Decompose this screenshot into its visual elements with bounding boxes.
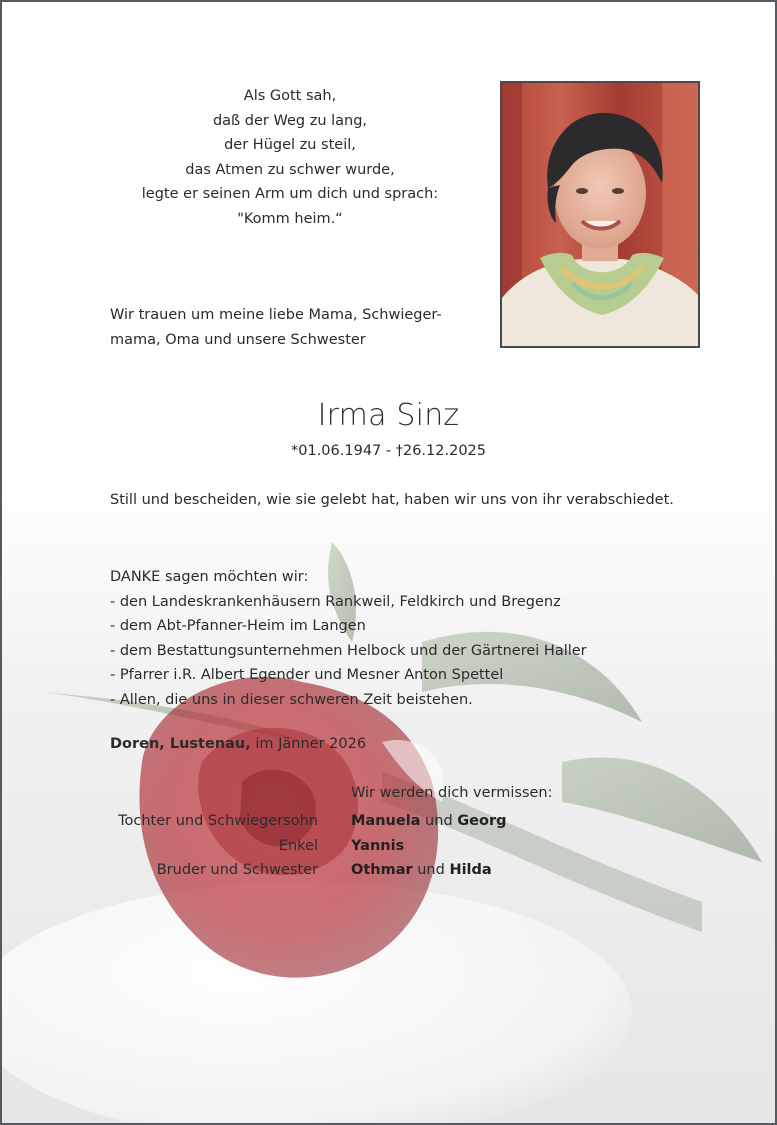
life-dates: *01.06.1947 - †26.12.2025 <box>291 443 486 459</box>
mourners-header: Wir werden dich vermissen: <box>351 785 553 801</box>
thanks-item: - den Landeskrankenhäusern Rankweil, Feldkirch und Bregenz <box>110 593 561 610</box>
intro-text <box>110 303 480 352</box>
mourner-name: Othmar <box>351 862 413 879</box>
mourner-row <box>351 858 651 883</box>
poem-line: Als Gott sah, <box>243 88 337 104</box>
mourner-name: Manuela <box>351 813 421 829</box>
intro-line: mama, Oma und unsere Schwester <box>110 331 366 348</box>
thanks-item: - dem Abt-Pfanner-Heim im Langen <box>110 618 366 635</box>
thanks-heading: DANKE sagen möchten wir: <box>110 569 309 585</box>
mourner-relation: Bruder und Schwester <box>156 862 318 879</box>
mourner-relation: Enkel <box>278 837 318 854</box>
poem-line: daß der Weg zu lang, <box>212 112 368 129</box>
poem <box>110 84 470 232</box>
thanks-item: - Allen, die uns in dieser schweren Zeit beistehen. <box>110 691 473 708</box>
poem-line: "Komm heim.“ <box>237 210 343 227</box>
portrait-photo-icon <box>502 83 698 346</box>
thanks-section <box>110 565 710 713</box>
intro-line: Wir trauen um meine liebe Mama, Schwieger- <box>110 307 442 323</box>
place-date-line <box>110 736 366 752</box>
mourner-relation: Tochter und Schwiegersohn <box>118 813 318 829</box>
thanks-item: - dem Bestattungsunternehmen Helbock und der Gärtnerei Haller <box>110 642 587 659</box>
mourner-names <box>351 809 651 883</box>
mourner-name: Yannis <box>351 837 405 854</box>
thanks-item: - Pfarrer i.R. Albert Egender und Mesner Anton Spettel <box>110 667 504 684</box>
place-date: im Jänner 2026 <box>250 736 367 752</box>
deceased-name: Irma Sinz <box>317 398 460 433</box>
mourner-name: Georg <box>457 813 507 829</box>
mourner-name: Hilda <box>449 862 492 879</box>
mourner-row <box>351 834 651 859</box>
content-layer <box>2 2 775 1123</box>
mourner-relations <box>72 809 318 883</box>
poem-line: der Hügel zu steil, <box>224 137 356 154</box>
mourner-row <box>351 809 651 834</box>
poem-line: legte er seinen Arm um dich und sprach: <box>141 186 439 203</box>
place-names: Doren, Lustenau, <box>110 736 251 752</box>
farewell-statement: Still und bescheiden, wie sie gelebt hat, haben wir uns von ihr verabschiedet. <box>110 492 674 508</box>
poem-line: das Atmen zu schwer wurde, <box>185 161 395 178</box>
portrait-photo <box>500 81 700 348</box>
mourner-conj: und <box>420 813 458 829</box>
mourner-conj: und <box>412 862 450 879</box>
